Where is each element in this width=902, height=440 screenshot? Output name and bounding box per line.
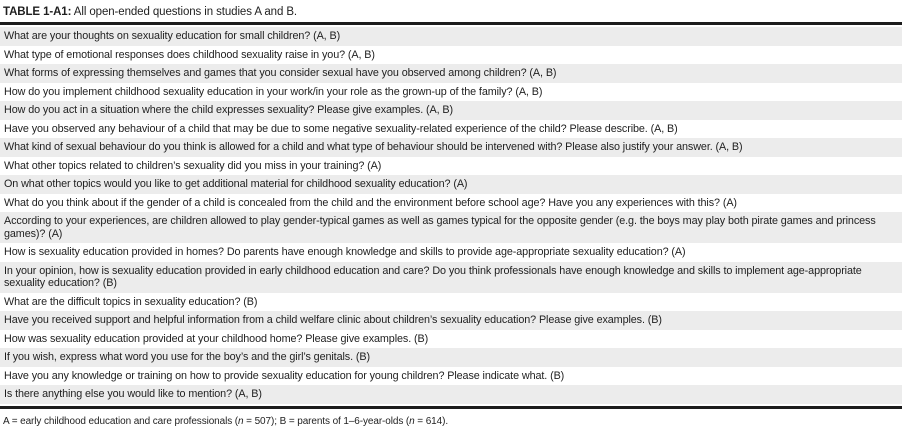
table-row: What are the difficult topics in sexuality education? (B) bbox=[4, 295, 258, 308]
table-title-label: TABLE 1-A1: bbox=[3, 6, 72, 18]
table-body bbox=[0, 27, 902, 404]
table-row: How was sexuality education provided at your childhood home? Please give examples. (B) bbox=[4, 332, 429, 345]
table-row: What do you think about if the gender of a child is concealed from the child and the environment before school age? Have you any experiences with this? (A) bbox=[4, 196, 737, 209]
footnote-text: A = early childhood education and care professionals ( bbox=[3, 415, 239, 427]
table-row: Have you received support and helpful information from a child welfare clinic about children’s sexuality education? Please give examples. (B) bbox=[0, 311, 902, 330]
table-bottom-rule bbox=[0, 406, 902, 409]
table-row: If you wish, express what word you use for the boy’s and the girl’s genitals. (B) bbox=[0, 348, 902, 367]
table-row: What kind of sexual behaviour do you think is allowed for a child and what type of behaviour should be intervened with? Please also justify your answer. (A, B) bbox=[0, 138, 902, 157]
table-top-rule bbox=[0, 22, 902, 25]
table-row: What are your thoughts on sexuality education for small children? (A, B) bbox=[0, 27, 902, 46]
table-row: Is there anything else you would like to mention? (A, B) bbox=[0, 385, 902, 404]
table-row: Have you observed any behaviour of a child that may be due to some negative sexuality-related experience of the child? Please describe. (A, B) bbox=[4, 122, 678, 135]
table-row: On what other topics would you like to get additional material for childhood sexuality education? (A) bbox=[0, 175, 902, 194]
table-footnote bbox=[0, 416, 902, 428]
table-row: In your opinion, how is sexuality education provided in early childhood education and care? Do you think professionals have enough knowledge and skills to implement age-appropriate sexuality education? (B) bbox=[0, 262, 902, 293]
table-row: How do you implement childhood sexuality education in your work/in your role as the grown-up of the family? (A, B) bbox=[4, 85, 543, 98]
table-title bbox=[0, 5, 902, 22]
table-title-text: All open-ended questions in studies A and B. bbox=[71, 6, 297, 18]
table-row: What type of emotional responses does childhood sexuality raise in you? (A, B) bbox=[4, 48, 375, 61]
footnote-n-italic: n bbox=[238, 415, 244, 427]
table-row: Have you any knowledge or training on how to provide sexuality education for young children? Please indicate what. (B) bbox=[4, 369, 565, 382]
table-row: How is sexuality education provided in homes? Do parents have enough knowledge and skills to provide age-appropriate sexuality education? (A) bbox=[4, 246, 686, 258]
table-row: What forms of expressing themselves and games that you consider sexual have you observed among children? (A, B) bbox=[0, 64, 902, 83]
footnote-text: = 507); B = parents of 1–6-year-olds ( bbox=[243, 415, 410, 427]
table-row: What other topics related to children’s sexuality did you miss in your training? (A) bbox=[4, 159, 382, 172]
table-row: According to your experiences, are children allowed to play gender-typical games as well as games typical for the opposite gender (e.g. the boys may play both pirate games and princess games)? (A) bbox=[0, 212, 902, 243]
footnote-n-italic: n bbox=[409, 415, 415, 427]
table-row: How do you act in a situation where the child expresses sexuality? Please give examples. (A, B) bbox=[0, 101, 902, 120]
footnote-text: = 614). bbox=[414, 415, 448, 427]
